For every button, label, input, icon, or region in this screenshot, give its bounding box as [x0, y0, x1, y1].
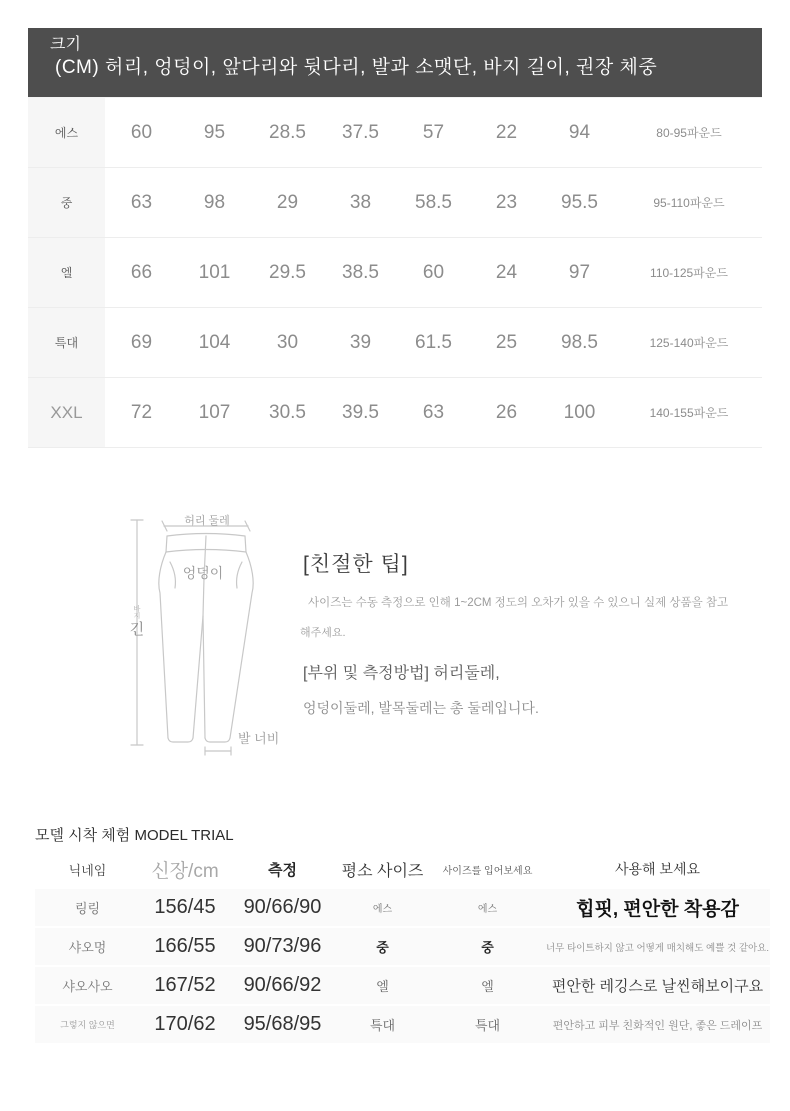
size-value: 101 [198, 261, 231, 283]
size-table [28, 97, 762, 448]
measurement-method-line2: 엉덩이둘레, 발목둘레는 총 둘레입니다. [303, 700, 539, 716]
size-table-row-l [28, 238, 762, 308]
size-value: 38 [349, 191, 372, 213]
model-measurements: 95/68/95 [243, 1013, 322, 1035]
measurement-method-title: [부위 및 측정방법] 허리둘레, [303, 665, 500, 682]
size-value: 94 [568, 121, 591, 143]
model-height-weight: 170/62 [154, 1013, 216, 1035]
size-value: 24 [495, 261, 518, 283]
header-measurement: 측정 [268, 861, 297, 879]
size-value: 37.5 [342, 121, 379, 143]
pants-length-label-small: 바 [133, 606, 141, 613]
model-trial-table [35, 852, 770, 1045]
model-nickname: 샤오멍 [68, 940, 107, 955]
model-trial-row [35, 928, 770, 965]
header-height: 신장/cm [151, 860, 219, 882]
size-value: 58.5 [415, 191, 452, 213]
size-value: 98.5 [561, 331, 598, 353]
size-value: 63 [130, 191, 153, 213]
size-value: 28.5 [269, 121, 306, 143]
size-value: 97 [568, 261, 591, 283]
size-value: 30.5 [269, 401, 306, 423]
model-feedback: 너무 타이트하지 않고 어떻게 매치해도 예쁠 것 같아요. [545, 942, 769, 954]
model-feedback: 편안하고 피부 친화적인 원단, 좋은 드레이프 [552, 1019, 763, 1032]
size-value: 39 [349, 331, 372, 353]
foot-width-label: 발 너비 [238, 731, 280, 746]
size-label: 에스 [28, 98, 105, 167]
model-feedback: 힙핏, 편안한 착용감 [576, 899, 739, 920]
size-table-row-xxl [28, 378, 762, 448]
size-value: 69 [130, 331, 153, 353]
model-tried-size: 중 [481, 940, 494, 955]
header-usual-size: 평소 사이즈 [341, 862, 424, 880]
size-weight-range: 140-155파운드 [649, 406, 729, 420]
model-height-weight: 166/55 [154, 935, 216, 957]
size-value: 23 [495, 191, 518, 213]
tips-text-line2: 해주세요. [300, 627, 346, 639]
model-height-weight: 167/52 [154, 974, 216, 996]
size-weight-range: 125-140파운드 [649, 336, 729, 350]
size-value: 98 [203, 191, 226, 213]
model-trial-row [35, 967, 770, 1004]
size-value: 26 [495, 401, 518, 423]
size-label: 특대 [28, 308, 105, 377]
model-usual-size: 특대 [369, 1018, 396, 1033]
header-nickname: 닉네임 [68, 862, 107, 878]
size-value: 95 [203, 121, 226, 143]
size-value: 60 [130, 121, 153, 143]
size-value: 107 [198, 401, 231, 423]
size-value: 66 [130, 261, 153, 283]
size-value: 95.5 [561, 191, 598, 213]
size-value: 29 [276, 191, 299, 213]
tips-title: [친절한 팁] [303, 553, 409, 576]
size-label: 중 [28, 168, 105, 237]
model-nickname: 그렇지 않으면 [60, 1020, 115, 1030]
model-height-weight: 156/45 [154, 896, 216, 918]
model-nickname: 샤오사오 [62, 979, 113, 994]
pants-length-label-main: 긴 [129, 620, 145, 638]
model-usual-size: 중 [376, 940, 389, 955]
pants-length-label [126, 606, 148, 637]
model-usual-size: 에스 [372, 904, 393, 915]
model-tried-size: 에스 [477, 904, 498, 915]
model-tried-size: 엘 [481, 979, 494, 994]
size-chart-columns-line: (CM) 허리, 엉덩이, 앞다리와 뒷다리, 발과 소맷단, 바지 길이, 권장 체중 [55, 57, 658, 78]
hip-label: 엉덩이 [182, 565, 224, 581]
header-tried-size: 사이즈를 입어보세요 [442, 865, 533, 877]
model-usual-size: 엘 [376, 979, 389, 994]
model-feedback: 편안한 레깅스로 날씬해보이구요 [551, 978, 764, 995]
size-chart-title: 크기 [50, 36, 81, 53]
model-trial-header-row [35, 852, 770, 886]
model-nickname: 링링 [74, 901, 101, 916]
size-chart-header [28, 28, 762, 97]
size-value: 104 [198, 331, 231, 353]
header-feedback: 사용해 보세요 [614, 861, 701, 877]
size-weight-range: 110-125파운드 [650, 266, 728, 280]
model-trial-title: 모델 시착 체험 MODEL TRIAL [35, 827, 234, 844]
size-value: 57 [422, 121, 445, 143]
size-value: 72 [130, 401, 153, 423]
model-measurements: 90/73/96 [243, 935, 322, 957]
size-value: 30 [276, 331, 299, 353]
size-table-row-m [28, 168, 762, 238]
size-value: 63 [422, 401, 445, 423]
waist-circumference-label: 허리 둘레 [184, 515, 230, 527]
tips-text-line1: 사이즈는 수동 측정으로 인해 1~2CM 정도의 오차가 있을 수 있으니 실제 상품을 참고 [308, 597, 729, 609]
model-measurements: 90/66/92 [243, 974, 322, 996]
size-value: 100 [563, 401, 596, 423]
size-value: 22 [495, 121, 518, 143]
model-trial-row [35, 889, 770, 926]
pants-length-label-small: 지 [133, 613, 141, 621]
size-table-row-s [28, 97, 762, 168]
size-value: 39.5 [342, 401, 379, 423]
size-weight-range: 95-110파운드 [653, 196, 725, 210]
size-table-row-xl [28, 308, 762, 378]
model-tried-size: 특대 [474, 1018, 501, 1033]
pants-measurement-diagram [110, 498, 310, 768]
size-value: 60 [422, 261, 445, 283]
model-measurements: 90/66/90 [243, 896, 322, 918]
size-value: 38.5 [342, 261, 379, 283]
size-label: 엘 [28, 238, 105, 307]
size-value: 61.5 [415, 331, 452, 353]
size-value: 29.5 [269, 261, 306, 283]
size-weight-range: 80-95파운드 [656, 126, 722, 140]
size-label: XXL [28, 378, 105, 447]
size-value: 25 [495, 331, 518, 353]
model-trial-row [35, 1006, 770, 1043]
